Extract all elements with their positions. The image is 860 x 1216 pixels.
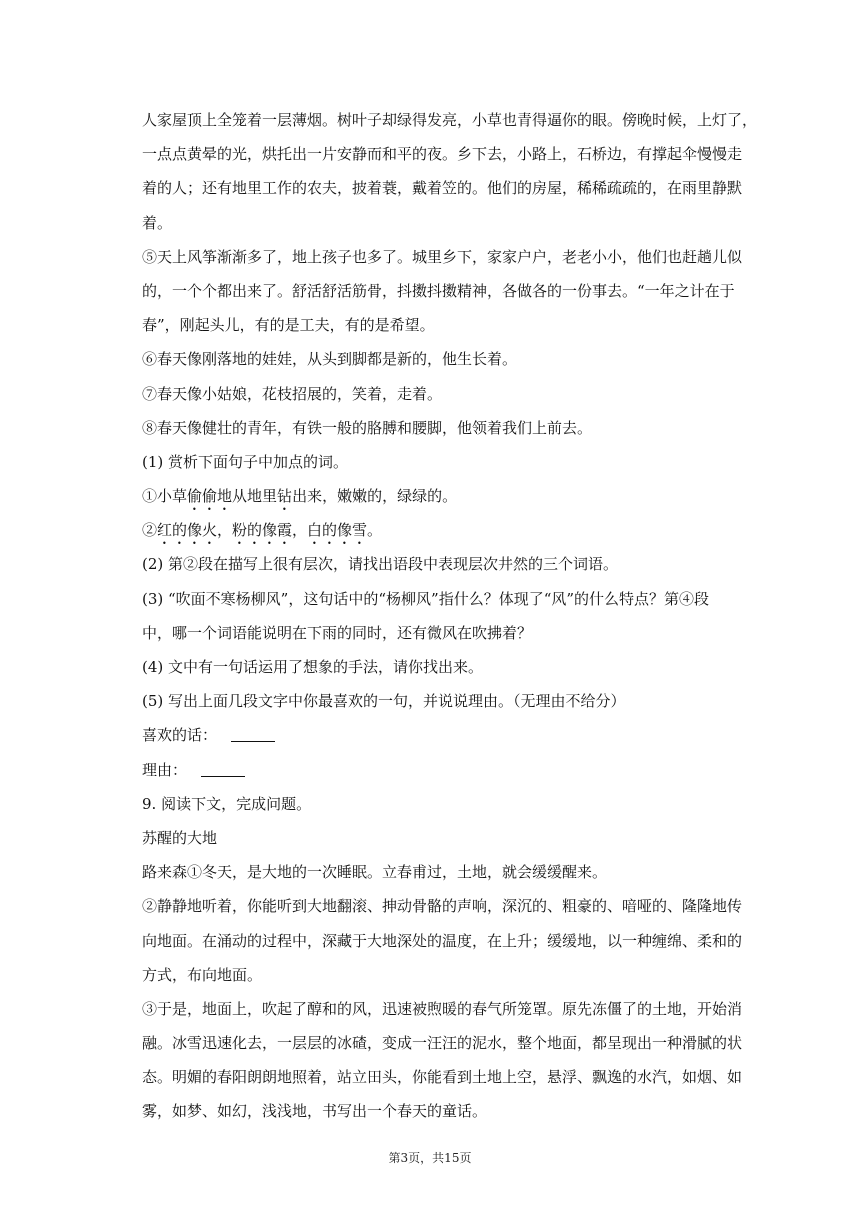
answer-blank[interactable] (231, 725, 275, 742)
question-3: (3) “吹面不寒杨柳风”，这句话中的“杨柳风”指什么？体现了“风”的什么特点？第④段 (142, 589, 710, 608)
text-line: 雾，如梦、如幻，浅浅地，书写出一个春天的童话。 (142, 1102, 488, 1121)
question-5: (5) 写出上面几段文字中你最喜欢的一句，并说说理由。（无理由不给分） (142, 692, 626, 711)
favorite-label: 喜欢的话： (142, 726, 218, 745)
sentence-text: ①小草 (142, 487, 188, 506)
dotted-word: 钻 (277, 487, 293, 506)
text-line: 方式，布向地面。 (142, 965, 263, 984)
paragraph-6: ⑥春天像刚落地的娃娃，从头到脚都是新的，他生长着。 (142, 350, 518, 369)
question-9: 9. 阅读下文，完成问题。 (142, 794, 312, 813)
paragraph-8: ⑧春天像健壮的青年，有铁一般的胳膊和腰脚，他领着我们上前去。 (142, 418, 593, 437)
text-line: 中，哪一个词语能说明在下雨的同时，还有微风在吹拂着？ (142, 623, 533, 642)
text-line: 向地面。在涌动的过程中，深藏于大地深处的温度，在上升；缓缓地，以一种缠绵、柔和的 (142, 931, 743, 950)
question-1: (1) 赏析下面句子中加点的词。 (142, 452, 349, 471)
passage-title: 苏醒的大地 (142, 828, 218, 847)
question-4: (4) 文中有一句话运用了想象的手法，请你找出来。 (142, 658, 484, 676)
dotted-word: 偷偷地 (187, 487, 233, 506)
question-2: (2) 第②段在描写上很有层次，请找出语段中表现层次井然的三个词语。 (142, 555, 619, 574)
sentence-text: 出来，嫩嫩的，绿绿的。 (292, 487, 458, 506)
dotted-phrase: 红的像火，粉的像霞，白的像雪 (157, 521, 368, 540)
text-line: ③于是，地面上，吹起了醇和的风，迅速被煦暖的春气所笼罩。原先冻僵了的土地，开始消 (142, 999, 743, 1018)
text-line: 着。 (142, 213, 173, 232)
text-line: 人家屋顶上全笼着一层薄烟。树叶子却绿得发亮，小草也青得逼你的眼。傍晚时候，上灯了， (142, 111, 758, 129)
text-line: 态。明媚的春阳朗朗地照着，站立田头，你能看到土地上空，悬浮、飘逸的水汽，如烟、如 (142, 1068, 743, 1087)
question-1-sentence-1 (142, 479, 778, 513)
reason-row (142, 753, 778, 787)
text-line: 的，一个个都出来了。舒活舒活筋骨，抖擞抖擞精神，各做各的一份事去。“一年之计在于 (142, 281, 735, 300)
page-number: 第3页，共15页 (388, 1151, 472, 1165)
favorite-sentence-row (142, 718, 778, 752)
text-line: 融。冰雪迅速化去，一层层的冰碴，变成一汪汪的泥水，整个地面，都呈现出一种滑腻的状 (142, 1034, 743, 1053)
document-body (142, 103, 778, 1129)
text-line: 路来森①冬天，是大地的一次睡眠。立春甫过，土地，就会缓缓醒来。 (142, 863, 608, 882)
sentence-text: 从地里 (232, 487, 278, 506)
text-line: 春”，刚起头儿，有的是工夫，有的是希望。 (142, 316, 435, 335)
question-1-sentence-2: ②红的像火，粉的像霞，白的像雪。 (142, 521, 383, 540)
reason-label: 理由： (142, 760, 188, 779)
sentence-text: 。 (367, 521, 383, 540)
paragraph-7: ⑦春天像小姑娘，花枝招展的，笑着，走着。 (142, 384, 443, 403)
paragraph-5: ⑤天上风筝渐渐多了，地上孩子也多了。城里乡下，家家户户，老老小小，他们也赶趟儿似 (142, 247, 743, 266)
answer-blank[interactable] (201, 760, 245, 777)
text-line: 着的人；还有地里工作的农夫，披着蓑，戴着笠的。他们的房屋，稀稀疏疏的，在雨里静默 (142, 179, 743, 198)
text-line: 一点点黄晕的光，烘托出一片安静而和平的夜。乡下去，小路上，石桥边，有撑起伞慢慢走 (142, 145, 743, 164)
text-line: ②静静地听着，你能听到大地翻滚、抻动骨骼的声响，深沉的、粗豪的、喑哑的、隆隆地传 (142, 897, 743, 916)
